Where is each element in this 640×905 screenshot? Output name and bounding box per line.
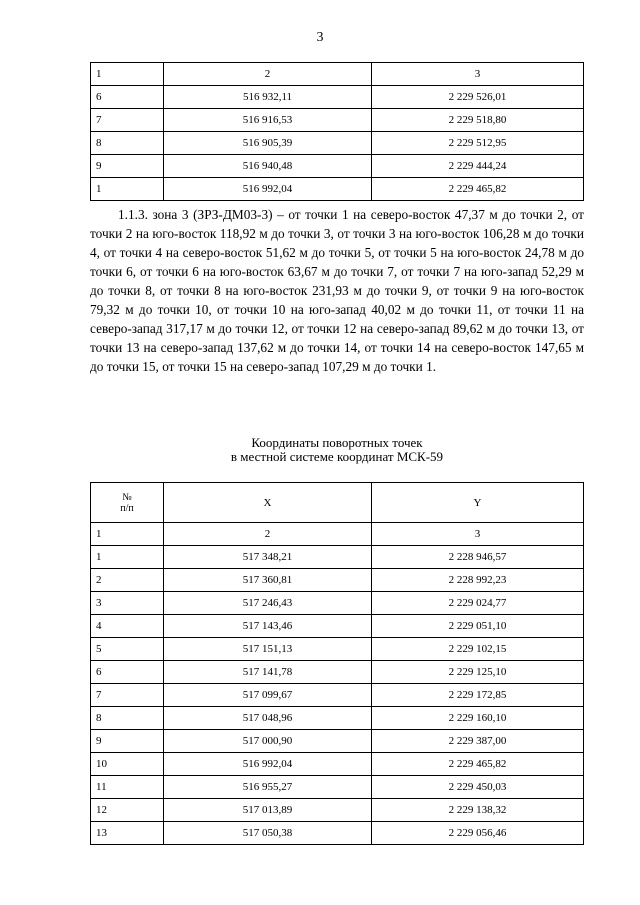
table-row — [91, 799, 584, 822]
y-coordinate-cell: 2 229 387,00 — [372, 730, 584, 753]
table-cell: 3 — [372, 63, 584, 86]
zone-3-boundary-description: 1.1.3. зона 3 (ЗРЗ-ДМ03-3) – от точки 1 на северо-восток 47,37 м до точки 2, от точки 2 на юго-восток 118,92 м до точки 3, от точки 3 на юго-восток 106,28 м до точки 4, от точки 4 на северо-восток 51,62 м до точки 5, от точки 5 на юго-восток 24,78 м до точки 6, от точки 6 на юго-восток 63,67 м до точки 7, от точки 7 на юго-запад 52,29 м до точки 8, от точки 8 на юго-восток 231,93 м до точки 9, от точки 9 на юго-восток 79,32 м до точки 10, от точки 10 на юго-запад 40,02 м до точки 11, от точки 11 на северо-запад 317,17 м до точки 12, от точки 12 на северо-запад 89,62 м до точки 13, от точки 13 на северо-запад 137,62 м до точки 14, от точки 14 на северо-восток 147,65 м до точки 15, от точки 15 на северо-запад 107,29 м до точки 1. — [90, 207, 584, 374]
x-coordinate-cell: 517 143,46 — [164, 615, 372, 638]
x-coordinate-cell: 517 141,78 — [164, 661, 372, 684]
x-coordinate-cell: 517 151,13 — [164, 638, 372, 661]
x-coordinate-cell: 517 360,81 — [164, 569, 372, 592]
y-coordinate-cell: 2 229 024,77 — [372, 592, 584, 615]
table-cell: 1 — [91, 63, 164, 86]
table-row — [91, 178, 584, 201]
table-cell: 3 — [372, 523, 584, 546]
x-coordinate-cell: 516 992,04 — [164, 178, 372, 201]
page-number: 3 — [316, 30, 324, 45]
x-coordinate-cell: 517 099,67 — [164, 684, 372, 707]
table-caption — [90, 436, 584, 464]
y-coordinate-cell: 2 229 102,15 — [372, 638, 584, 661]
table-row — [91, 615, 584, 638]
point-number-cell: 11 — [91, 776, 164, 799]
x-coordinate-cell: 516 916,53 — [164, 109, 372, 132]
table-index-row — [91, 523, 584, 546]
coordinates-table-continued — [90, 62, 584, 201]
point-number-cell: 9 — [91, 730, 164, 753]
y-coordinate-cell: 2 229 444,24 — [372, 155, 584, 178]
x-coordinate-cell: 516 940,48 — [164, 155, 372, 178]
y-coordinate-cell: 2 229 051,10 — [372, 615, 584, 638]
point-number-cell: 12 — [91, 799, 164, 822]
y-coordinate-cell: 2 229 465,82 — [372, 178, 584, 201]
column-header-number — [91, 483, 164, 523]
point-number-cell: 8 — [91, 707, 164, 730]
caption-line: в местной системе координат МСК-59 — [230, 449, 444, 464]
table-index-row — [91, 63, 584, 86]
point-number-cell: 8 — [91, 132, 164, 155]
point-number-cell: 1 — [91, 178, 164, 201]
y-coordinate-cell: 2 229 172,85 — [372, 684, 584, 707]
y-coordinate-cell: 2 229 465,82 — [372, 753, 584, 776]
point-number-cell: 4 — [91, 615, 164, 638]
table-row — [91, 822, 584, 845]
column-header-x: X — [164, 483, 372, 523]
table-row — [91, 592, 584, 615]
point-number-cell: 1 — [91, 546, 164, 569]
point-number-cell: 5 — [91, 638, 164, 661]
point-number-cell: 2 — [91, 569, 164, 592]
table-row — [91, 155, 584, 178]
x-coordinate-cell: 517 000,90 — [164, 730, 372, 753]
y-coordinate-cell: 2 229 125,10 — [372, 661, 584, 684]
point-number-cell: 6 — [91, 661, 164, 684]
point-number-cell: 7 — [91, 684, 164, 707]
y-coordinate-cell: 2 228 946,57 — [372, 546, 584, 569]
x-coordinate-cell: 517 246,43 — [164, 592, 372, 615]
table-row — [91, 753, 584, 776]
table-row — [91, 707, 584, 730]
point-number-cell: 6 — [91, 86, 164, 109]
point-number-cell: 10 — [91, 753, 164, 776]
y-coordinate-cell: 2 228 992,23 — [372, 569, 584, 592]
header-text: п/п — [120, 502, 134, 514]
point-number-cell: 7 — [91, 109, 164, 132]
table-row — [91, 132, 584, 155]
x-coordinate-cell: 516 992,04 — [164, 753, 372, 776]
y-coordinate-cell: 2 229 056,46 — [372, 822, 584, 845]
table-row — [91, 684, 584, 707]
point-number-cell: 3 — [91, 592, 164, 615]
column-header-y: Y — [372, 483, 584, 523]
table-row — [91, 730, 584, 753]
y-coordinate-cell: 2 229 450,03 — [372, 776, 584, 799]
x-coordinate-cell: 516 905,39 — [164, 132, 372, 155]
table-row — [91, 776, 584, 799]
table-row — [91, 86, 584, 109]
y-coordinate-cell: 2 229 138,32 — [372, 799, 584, 822]
table-row — [91, 569, 584, 592]
y-coordinate-cell: 2 229 512,95 — [372, 132, 584, 155]
y-coordinate-cell: 2 229 526,01 — [372, 86, 584, 109]
x-coordinate-cell: 516 932,11 — [164, 86, 372, 109]
x-coordinate-cell: 516 955,27 — [164, 776, 372, 799]
header-text: № — [122, 491, 132, 503]
x-coordinate-cell: 517 013,89 — [164, 799, 372, 822]
x-coordinate-cell: 517 348,21 — [164, 546, 372, 569]
table-header-row — [91, 483, 584, 523]
table-cell: 2 — [164, 63, 372, 86]
coordinates-table — [90, 482, 584, 845]
x-coordinate-cell: 517 050,38 — [164, 822, 372, 845]
point-number-cell: 9 — [91, 155, 164, 178]
x-coordinate-cell: 517 048,96 — [164, 707, 372, 730]
table-cell: 2 — [164, 523, 372, 546]
table-row — [91, 638, 584, 661]
table-row — [91, 546, 584, 569]
table-row — [91, 109, 584, 132]
table-cell: 1 — [91, 523, 164, 546]
y-coordinate-cell: 2 229 160,10 — [372, 707, 584, 730]
y-coordinate-cell: 2 229 518,80 — [372, 109, 584, 132]
table-row — [91, 661, 584, 684]
point-number-cell: 13 — [91, 822, 164, 845]
caption-line: Координаты поворотных точек — [251, 435, 423, 450]
